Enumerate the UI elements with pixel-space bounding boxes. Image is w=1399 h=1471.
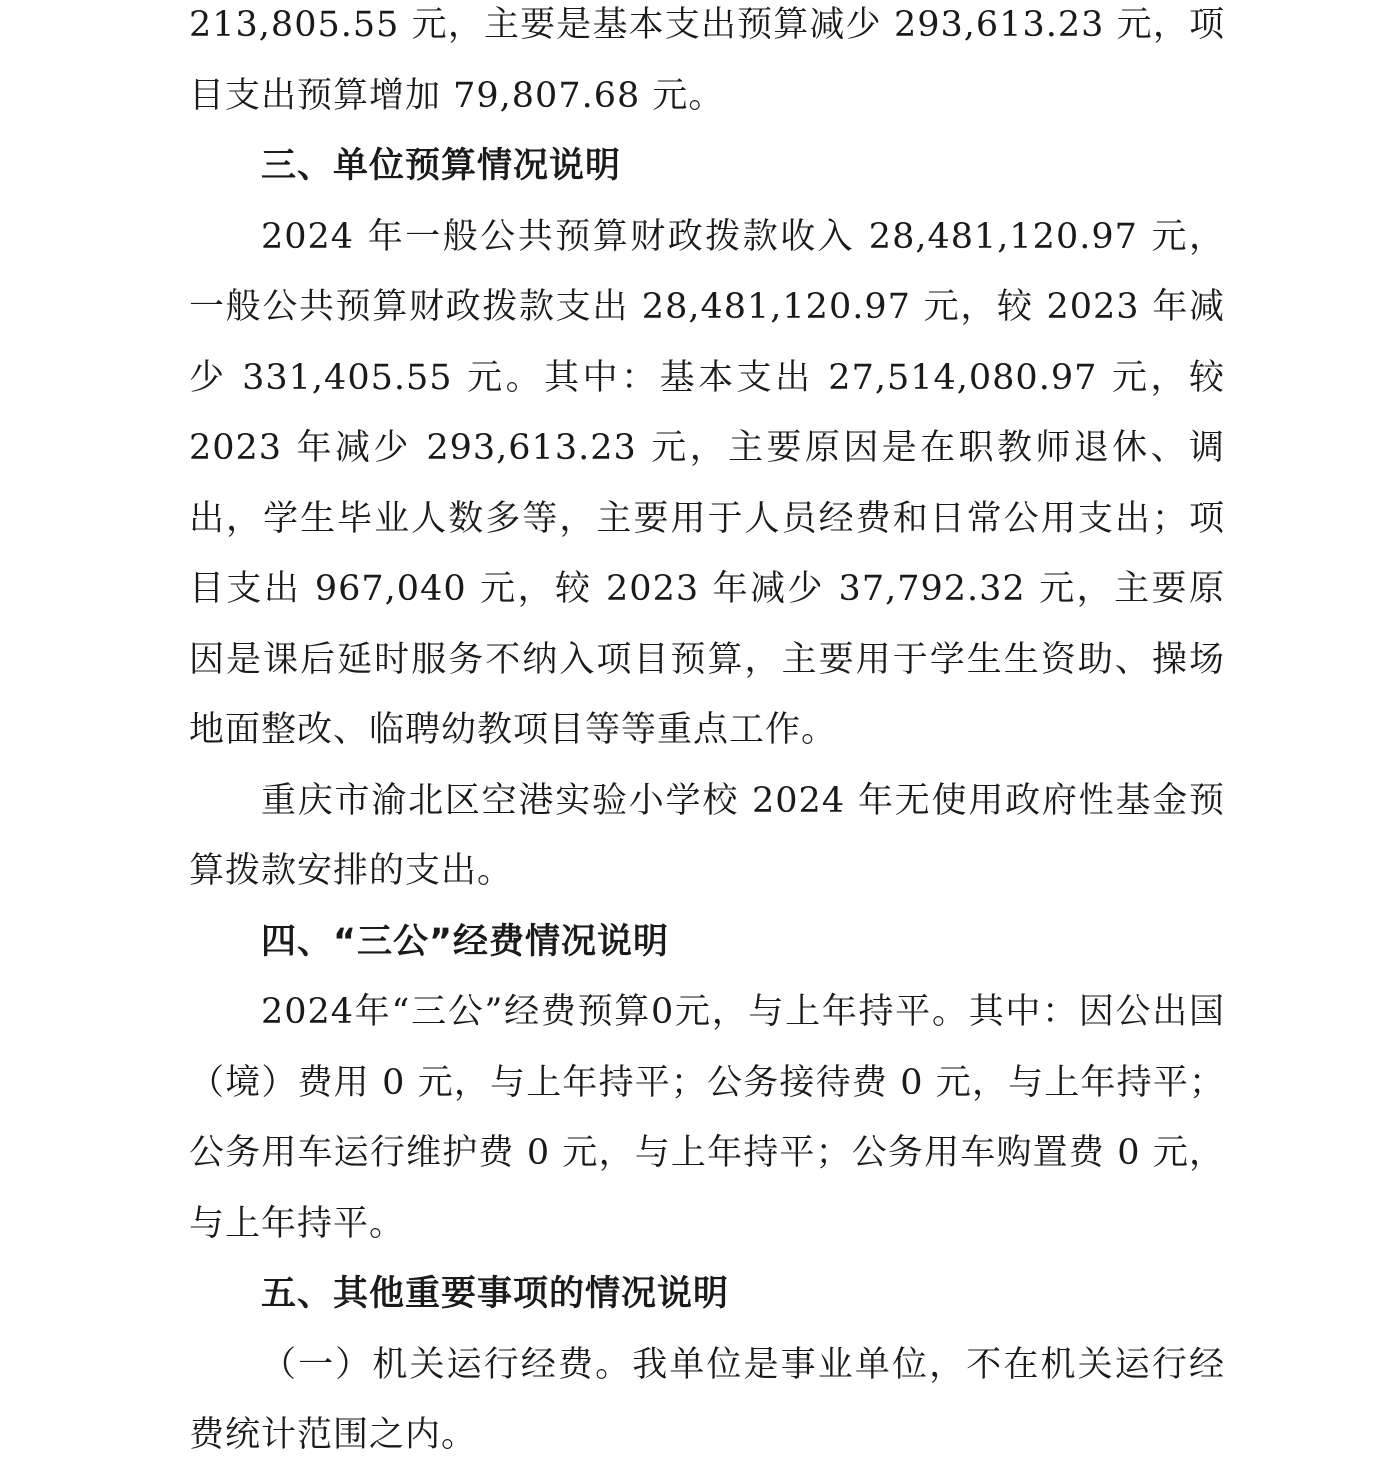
heading-section-4: 四、“三公”经费情况说明: [261, 921, 670, 962]
paragraph-government-fund: 重庆市渝北区空港实验小学校 2024 年无使用政府性基金预算拨款安排的支出。: [189, 780, 1225, 891]
paragraph-continuation: 213,805.55 元，主要是基本支出预算减少 293,613.23 元，项目支出预算增加 79,807.68 元。: [189, 5, 1225, 116]
paragraph-operating-expenses: （一）机关运行经费。我单位是事业单位，不在机关运行经费统计范围之内。: [189, 1344, 1225, 1455]
paragraph-unit-budget: 2024 年一般公共预算财政拨款收入 28,481,120.97 元，一般公共预算财政拨款支出 28,481,120.97 元，较 2023 年减少 331,405.55 元。其中：基本支出 27,514,080.97 元，较 2023 年减少 293,613.23 元，主要原因是在职教师退休、调出，学生毕业人数多等，主要用于人员经费和日常公用支出；项目支出 967,040 元，较 2023 年减少 37,792.32 元，主要原因是课后延时服务不纳入项目预算，主要用于学生生资助、操场地面整改、临聘幼教项目等等重点工作。: [189, 216, 1225, 750]
heading-section-5: 五、其他重要事项的情况说明: [261, 1274, 730, 1314]
heading-section-3: 三、单位预算情况说明: [261, 146, 622, 186]
document-page: [189, 0, 1225, 1471]
paragraph-three-public-expenses: 2024年“三公”经费预算0元，与上年持平。其中：因公出国（境）费用 0 元，与上年持平；公务接待费 0 元，与上年持平；公务用车运行维护费 0 元，与上年持平；公务用车购置费 0 元，与上年持平。: [189, 992, 1225, 1244]
